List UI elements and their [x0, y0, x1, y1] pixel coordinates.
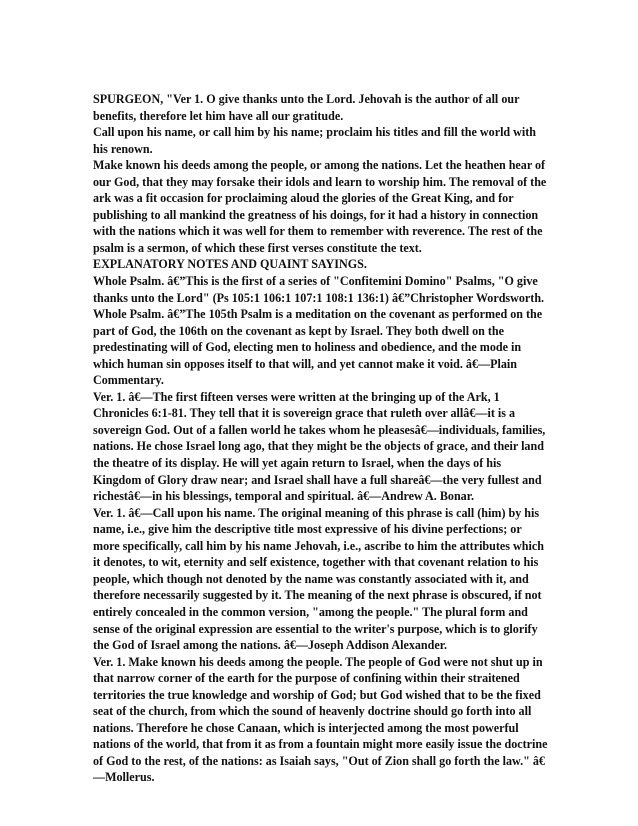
paragraph-wordsworth: Whole Psalm. â€”This is the first of a series of "Confitemini Domino" Psalms, "O give thanks unto the Lord" (Ps 105:1 106:1 107:1 108:1 136:1) â€”Christopher Wordsworth.: [93, 274, 545, 305]
paragraph-bonar: Ver. 1. â€—The first fifteen verses were written at the bringing up of the Ark, 1 Chronicles 6:1-81. They tell that it is sovereign grace that ruleth over allâ€—it is a sovereign God. Out of a fallen world he takes whom he pleasesâ€—individuals, families, nations. He chose Israel long ago, that they might be the objects of grace, and their land the theatre of its display. He will yet again return to Israel, when the days of his Kingdom of Glory draw near; and Israel shall have a full shareâ€—the very fullest and richestâ€—in his blessings, temporal and spiritual. â€—Andrew A. Bonar.: [93, 389, 546, 504]
paragraph-alexander: Ver. 1. â€—Call upon his name. The original meaning of this phrase is call (him) by his name, i.e., give him the descriptive title most expressive of his divine perfections; or more specifically, call him by his name Jehovah, i.e., ascribe to him the attributes which it denotes, to wit, eternity and self existence, together with that covenant relation to his people, which though not denoted by the name was constantly associated with it, and therefore necessarily suggested by it. The meaning of the next phrase is obscured, if not entirely concealed in the common version, "among the people." The plural form and sense of the original expression are essential to the writer's purpose, which is to glorify the God of Israel among the nations. â€—Joseph Addison Alexander.: [93, 505, 544, 653]
document-page: [93, 91, 551, 786]
paragraph-make-known-deeds: Make known his deeds among the people, or among the nations. Let the heathen hear of our God, that they may forsake their idols and learn to worship him. The removal of the ark was a fit occasion for proclaiming aloud the glories of the Great King, and for publishing to all mankind the greatness of his doings, for it had a history in connection with the nations which it was well for them to remember with reverence. The rest of the psalm is a sermon, of which these first verses constitute the text.: [93, 158, 547, 255]
paragraph-plain-commentary: Whole Psalm. â€”The 105th Psalm is a meditation on the covenant as performed on the part of God, the 106th on the covenant as kept by Israel. They both dwell on the predestinating will of God, electing men to holiness and obedience, and the mode in which human sin opposes itself to that will, and yet cannot make it void. â€—Plain Commentary.: [93, 307, 543, 388]
paragraph-call-upon-name: Call upon his name, or call him by his name; proclaim his titles and fill the world with his renown.: [93, 125, 537, 156]
paragraph-spurgeon-intro: SPURGEON, "Ver 1. O give thanks unto the Lord. Jehovah is the author of all our benefits, therefore let him have all our gratitude.: [93, 92, 520, 123]
paragraph-mollerus: Ver. 1. Make known his deeds among the people. The people of God were not shut up in that narrow corner of the earth for the purpose of confining within their straitened territories the true knowledge and worship of God; but God wished that to be the fixed seat of the church, from which the sound of heavenly doctrine should go forth into all nations. Therefore he chose Canaan, which is interjected among the most powerful nations of the world, that from it as from a fountain might more easily issue the doctrine of God to the rest, of the nations: as Isaiah says, "Out of Zion shall go forth the law." â€—Mollerus.: [93, 654, 548, 785]
section-heading: EXPLANATORY NOTES AND QUAINT SAYINGS.: [93, 257, 367, 272]
